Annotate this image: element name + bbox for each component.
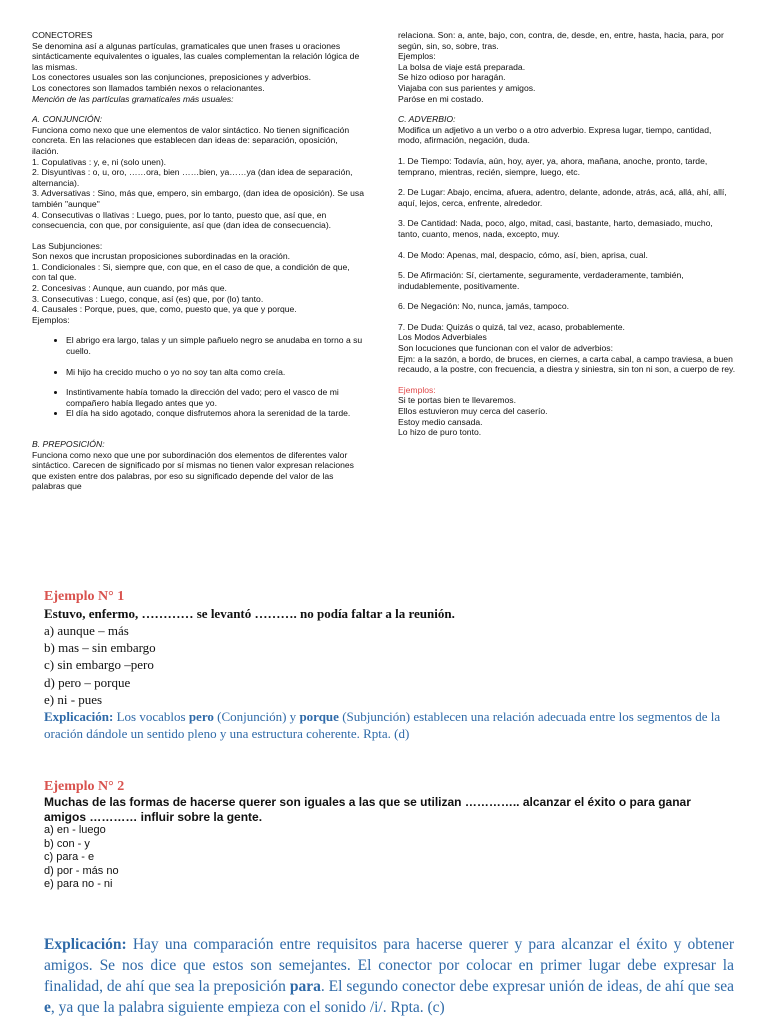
preposition-title: B. PREPOSICIÓN: (32, 439, 105, 449)
conjunction-item: 4. Consecutivas o Ilativas : Luego, pues, por lo tanto, puesto que, así que, en consecuencia, con que, por consiguiente, así que (dan idea de consecuencia). (32, 209, 332, 231)
examples-label: Ejemplos: (32, 314, 70, 325)
list-item: Estoy medio cansada. (398, 416, 483, 427)
list-item: Si te portas bien te llevaremos. (398, 395, 516, 406)
modos-examples: Ejm: a la sazón, a bordo, de bruces, en ciernes, a carta cabal, a campo traviesa, a buen recaudo, a la postre, con frecuencia, a diestra y siniestra, sin ton ni son, a cuerpo de rey. (398, 353, 736, 375)
option-item: a) en - luego (44, 824, 106, 836)
list-item: Lo hizo de puro tonto. (398, 427, 482, 438)
example-1-explanation (44, 708, 734, 742)
subjunction-item: 4. Causales : Porque, pues, que, como, puesto que, ya que y porque. (32, 304, 297, 315)
adverb-item: 1. De Tiempo: Todavía, aún, hoy, ayer, ya, ahora, mañana, anoche, pronto, tarde, temprano, mientras, recién, siempre, luego, etc. (398, 155, 708, 177)
adverb-intro: Modifica un adjetivo a un verbo o a otro adverbio. Expresa lugar, tiempo, cantidad, modo, afirmación, negación, duda. (398, 124, 712, 146)
section-title-conectores: CONECTORES (32, 30, 93, 40)
adverb-item: 7. De Duda: Quizás o quizá, tal vez, acaso, probablemente. (398, 321, 625, 332)
preposition-continued: relaciona. Son: a, ante, bajo, con, contra, de, desde, en, entre, hasta, hacia, para, por según, sin, so, sobre, tras. (398, 30, 724, 51)
subjunction-item: 1. Condicionales : Si, siempre que, con que, en el caso de que, a condición de que, con tal que. (32, 261, 350, 283)
keyword: porque (299, 709, 339, 725)
option-item: d) por - más no (44, 864, 119, 877)
explanation-text: Los vocablos (113, 709, 189, 725)
explanation-text: . El segundo conector debe expresar unión de ideas, de ahí que sea (320, 978, 734, 995)
option-item: b) con - y (44, 837, 90, 850)
intro-paragraph: Los conectores usuales son las conjunciones, preposiciones y adverbios. (32, 72, 311, 83)
list-item: • El abrigo era largo, talas y un simple pañuelo negro se anudaba en torno a su cuello. (66, 335, 364, 356)
list-item: Se hizo odioso por haragán. (398, 72, 506, 83)
left-column (32, 30, 364, 492)
keyword: e (44, 999, 51, 1016)
adverb-item: 4. De Modo: Apenas, mal, despacio, cómo, así, bien, aprisa, cual. (398, 249, 648, 260)
list-item: • Instintivamente había tomado la dirección del vado; pero el vasco de mi compañero había llegado antes que yo. (66, 387, 364, 408)
explanation-text: (Subjunción) establecen una relación adecuada entre los segmentos de la oración dándole un sentido pleno y una estructura coherente. Rpta. (d) (44, 709, 721, 742)
option-item: c) sin embargo –pero (44, 657, 154, 673)
conjunction-item: 1. Copulativas : y, e, ni (solo unen). (32, 156, 167, 167)
option-item: c) para - e (44, 851, 95, 864)
option-item: a) aunque – más (44, 623, 129, 638)
right-column (398, 30, 736, 438)
example-1-title: Ejemplo N° 1 (44, 589, 125, 604)
list-item: La bolsa de viaje está preparada. (398, 61, 526, 72)
example-1-question: Estuvo, enfermo, ………… se levantó ………. no podía faltar a la reunión. (44, 606, 455, 621)
subjunction-item: 3. Consecutivas : Luego, conque, así (es) que, por (lo) tanto. (32, 293, 264, 304)
explanation-label: Explicación: (44, 709, 114, 725)
example-2-block (44, 778, 734, 892)
explanation-text: (Conjunción) y (213, 709, 300, 725)
subjunction-item: Son nexos que incrustan proposiciones subordinadas en la oración. (32, 251, 290, 262)
modos-body: Son locuciones que funcionan con el valor de adverbios: (398, 343, 613, 354)
subjunction-item: 2. Concesivas : Aunque, aun cuando, por más que. (32, 283, 227, 294)
examples-label: Ejemplos: (398, 51, 436, 62)
list-item: Paróse en mi costado. (398, 93, 484, 104)
example-2-question: Muchas de las formas de hacerse querer son iguales a las que se utilizan ………….. alcanzar el éxito o para ganar amigos ………… influir sobre la gente. (44, 795, 691, 824)
keyword: pero (188, 709, 214, 725)
adverb-item: 3. De Cantidad: Nada, poco, algo, mitad, casi, bastante, harto, demasiado, mucho, tanto, cuanto, menos, nada, excepto, muy. (398, 218, 713, 239)
keyword: para (289, 978, 321, 995)
mention-line: Mención de las partículas gramaticales más usuales: (32, 93, 234, 104)
examples-label: Ejemplos: (398, 384, 436, 395)
list-item: • Mi hijo ha crecido mucho o yo no soy tan alta como creía. (66, 367, 364, 378)
example-2-title: Ejemplo N° 2 (44, 779, 125, 794)
adverb-item: 6. De Negación: No, nunca, jamás, tampoco. (398, 301, 570, 312)
modos-title: Los Modos Adverbiales (398, 332, 487, 343)
adverb-item: 2. De Lugar: Abajo, encima, afuera, adentro, delante, adonde, atrás, acá, allá, ahí, allí, aquí, lejos, cerca, enfrente, alrededor. (398, 187, 727, 208)
conjunction-item: 2. Disyuntivas : o, u, oro, ……ora, bien ……bien, ya……ya (dan idea de separación, alternancia). (32, 167, 353, 188)
example-1-block (44, 588, 734, 742)
adverb-title: C. ADVERBIO: (398, 114, 456, 125)
conjunction-title: A. CONJUNCIÓN: (32, 114, 103, 125)
option-item: e) para no - ni (44, 878, 113, 891)
option-item: b) mas – sin embargo (44, 640, 156, 656)
explanation-text: , ya que la palabra siguiente empieza con el sonido /i/. Rpta. (c) (50, 999, 445, 1016)
intro-paragraph: Se denomina así a algunas partículas, gramaticales que unen frases u oraciones sintácticamente equivalentes o iguales, las cuales complementan la relación lógica de las mismas. (32, 40, 360, 72)
conjunction-item: 3. Adversativas : Sino, más que, empero, sin embargo, (dan idea de oposición). Se usa también "aunque" (32, 188, 365, 209)
intro-paragraph: Los conectores son llamados también nexos o relacionantes. (32, 82, 265, 93)
option-item: e) ni - pues (44, 691, 103, 707)
explanation-text: Hay una comparación entre requisitos para hacerse querer y para alcanzar el éxito y obtener amigos. Se nos dice que estos son semejantes. El conector por colocar en primer lugar debe expresar la finalidad, de ahí que sea la preposición (44, 936, 734, 995)
list-item: • El día ha sido agotado, conque disfrutemos ahora la serenidad de la tarde. (66, 408, 364, 419)
example-2-explanation (44, 934, 734, 1018)
adverb-item: 5. De Afirmación: Sí, ciertamente, seguramente, verdaderamente, también, indudablemente, positivamente. (398, 270, 684, 291)
preposition-body: Funciona como nexo que une por subordinación dos elementos de diferentes valor sintáctico. Carecen de significado por sí mismas no tienen valor expresan relaciones que existen entre dos palabras, por eso su significado depende del valor de las palabras que (32, 449, 354, 492)
list-item: Ellos estuvieron muy cerca del caserío. (398, 406, 548, 417)
subjunction-title: Las Subjunciones: (32, 240, 103, 251)
option-item: d) pero – porque (44, 674, 131, 690)
conjunction-body: Funciona como nexo que une elementos de valor sintáctico. No tienen significación concreta. En las relaciones que establecen dan ideas de: separación, oposición, ilación. (32, 124, 350, 156)
examples-list (32, 335, 364, 419)
example-2-explanation-block (44, 934, 734, 1018)
list-item: Viajaba con sus parientes y amigos. (398, 82, 536, 93)
explanation-label: Explicación: (44, 936, 127, 953)
